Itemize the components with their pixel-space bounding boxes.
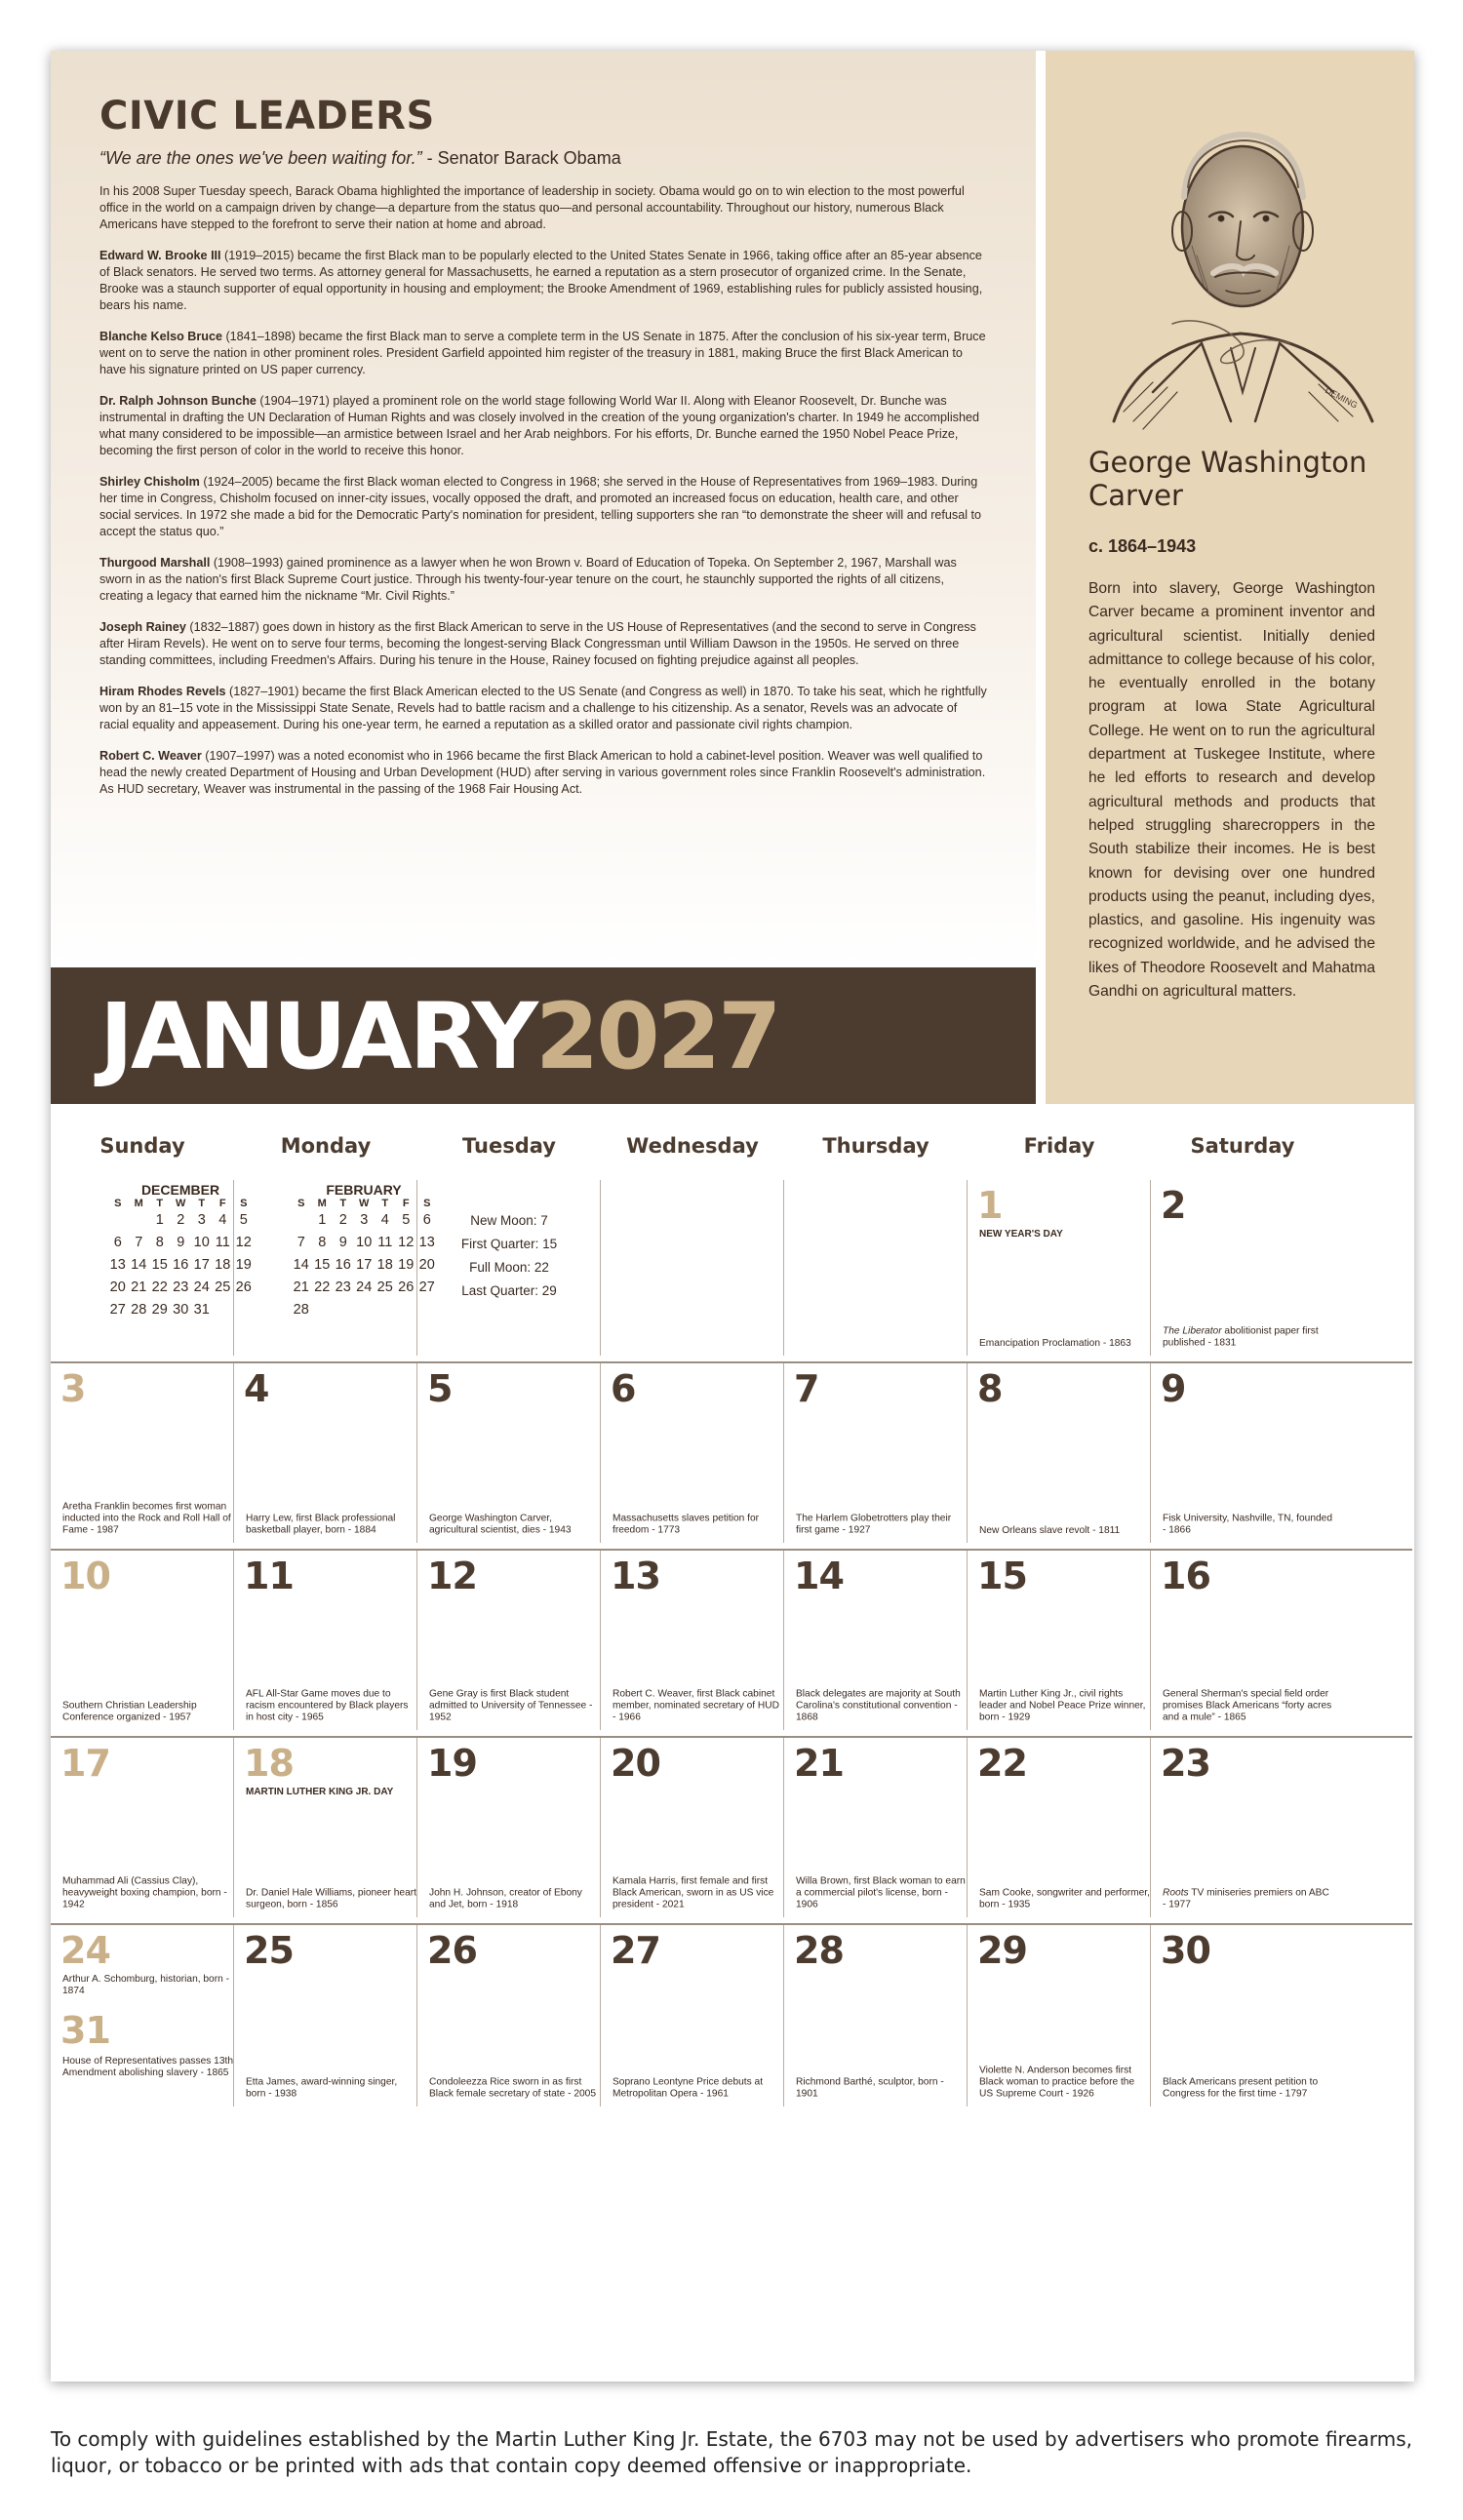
day-number: 10 xyxy=(60,1555,110,1597)
mini-day: 11 xyxy=(215,1235,230,1250)
mini-day: 30 xyxy=(173,1302,189,1318)
year-label: 2027 xyxy=(534,984,779,1090)
mini-day: 1 xyxy=(155,1212,164,1228)
day-note xyxy=(979,2065,1150,2101)
mini-day: 28 xyxy=(131,1302,147,1318)
mini-day: 2 xyxy=(338,1212,347,1228)
mini-day: 20 xyxy=(418,1257,435,1273)
mini-day: 20 xyxy=(109,1280,126,1295)
mini-day: 16 xyxy=(173,1257,189,1273)
mini-calendar-title: DECEMBER xyxy=(140,1182,220,1198)
mini-day: 17 xyxy=(193,1257,210,1273)
mini-calendar-week xyxy=(107,1209,255,1232)
day-number: 13 xyxy=(611,1555,660,1597)
mini-day: 7 xyxy=(297,1235,305,1250)
day-note-text: The Harlem Globetrotters play their first game - 1927 xyxy=(796,1513,952,1536)
day-cell xyxy=(601,1180,784,1356)
day-note xyxy=(979,1888,1150,1911)
day-note xyxy=(979,1688,1150,1724)
day-note-title: Roots xyxy=(1163,1887,1189,1899)
mini-day: 17 xyxy=(356,1257,373,1273)
day-note-text: AFL All-Star Game moves due to racism encountered by Black players in host city - 1965 xyxy=(246,1688,409,1723)
mini-calendar-weekdays xyxy=(291,1198,438,1209)
mini-day: 22 xyxy=(314,1280,331,1295)
holiday-label: MARTIN LUTHER KING JR. DAY xyxy=(246,1787,394,1797)
moon-phase: Last Quarter: 29 xyxy=(461,1283,557,1298)
mini-day: 14 xyxy=(293,1257,309,1273)
mini-day: 9 xyxy=(338,1235,347,1250)
footer-disclaimer: To comply with guidelines established by the Martin Luther King Jr. Estate, the 6703 may not be used by advertisers who promote firearms, liquor, or tobacco or be printed with ads that contain copy deemed offensive or inappropriate. xyxy=(51,2427,1413,2477)
mini-day: 21 xyxy=(293,1280,309,1295)
featured-person-name: George Washington Carver xyxy=(1088,446,1367,512)
mini-weekday: F xyxy=(402,1198,410,1209)
mini-day: 28 xyxy=(293,1302,309,1318)
day-number: 4 xyxy=(244,1367,269,1410)
day-note-text: Condoleezza Rice sworn in as first Black female secretary of state - 2005 xyxy=(429,2076,597,2100)
day-note-text: New Orleans slave revolt - 1811 xyxy=(979,1524,1121,1536)
day-note xyxy=(429,2077,600,2101)
day-note-text: Emancipation Proclamation - 1863 xyxy=(979,1337,1131,1349)
day-note xyxy=(1163,1688,1333,1724)
paragraph-lead: Joseph Rainey xyxy=(99,620,186,634)
paragraph-lead: Thurgood Marshall xyxy=(99,556,211,570)
mini-day: 31 xyxy=(193,1302,210,1318)
day-note xyxy=(796,2077,967,2101)
mini-calendar-week xyxy=(107,1299,255,1321)
day-note-text: Violette N. Anderson becomes first Black woman to practice before the US Supreme Court - 1926 xyxy=(979,2065,1135,2100)
day-note-text: Martin Luther King Jr., civil rights leader and Nobel Peace Prize winner, born - 1929 xyxy=(979,1688,1146,1723)
mini-day: 12 xyxy=(398,1235,415,1250)
mini-day xyxy=(333,1299,354,1321)
weekday-header: Saturday xyxy=(1190,1134,1295,1158)
mini-day: 22 xyxy=(151,1280,168,1295)
quote-attribution: - Senator Barack Obama xyxy=(421,148,621,168)
day-number: 18 xyxy=(244,1742,294,1785)
day-note xyxy=(246,1688,416,1724)
day-note xyxy=(796,1688,967,1724)
day-number: 12 xyxy=(427,1555,477,1597)
mini-weekday: M xyxy=(317,1198,327,1209)
day-note-text: George Washington Carver, agricultural scientist, dies - 1943 xyxy=(429,1513,572,1536)
day-note-text: John H. Johnson, creator of Ebony and Jet, born - 1918 xyxy=(429,1887,582,1910)
mini-day: 24 xyxy=(356,1280,373,1295)
day-note xyxy=(1163,2077,1333,2101)
day-number: 2 xyxy=(1161,1184,1186,1227)
day-note-text: abolitionist paper first published - 1831 xyxy=(1163,1325,1319,1349)
paragraph-lead: Edward W. Brooke III xyxy=(99,249,221,262)
mini-day: 29 xyxy=(151,1302,168,1318)
article-paragraph xyxy=(99,555,987,605)
weekday-header: Monday xyxy=(280,1134,372,1158)
day-note-text: Robert C. Weaver, first Black cabinet member, nominated secretary of HUD - 1966 xyxy=(613,1688,779,1723)
mini-weekday: W xyxy=(359,1198,370,1209)
mini-day: 10 xyxy=(356,1235,373,1250)
day-note xyxy=(429,1888,600,1911)
day-number: 7 xyxy=(794,1367,819,1410)
mini-day: 5 xyxy=(402,1212,411,1228)
day-note xyxy=(429,1514,600,1537)
day-number: 19 xyxy=(427,1742,477,1785)
paragraph-body: In his 2008 Super Tuesday speech, Barack Obama highlighted the importance of leadership in society. Obama would go on to win election to the most powerful office in the world on a campaign driven by change—a departure from the status quo—and personal accountability. Throughout our history, numerous Black Americans have stepped to the forefront to serve their nation at home and abroad. xyxy=(99,184,965,231)
day-number: 16 xyxy=(1161,1555,1210,1597)
paragraph-body: (1924–2005) became the first Black woman elected to Congress in 1968; she served in the House of Representatives from 1969–1983. During her time in Congress, Chisholm focused on inner-city issues, vocally opposed the draft, and promoted an increased focus on education, health care, and other social services. In 1972 she made a bid for the Democratic Party's nomination for president, telling supporters she ran “to demonstrate the sheer will and refusal to accept the status quo.” xyxy=(99,475,982,538)
mini-day xyxy=(233,1299,255,1321)
weekday-header: Wednesday xyxy=(626,1134,759,1158)
mini-day: 3 xyxy=(360,1212,369,1228)
paragraph-body: (1919–2015) became the first Black man to be popularly elected to the United States Senate in 1966, taking office after an 85-year absence of Black senators. He served two terms. As attorney general for Massachusetts, he earned a reputation as a stern prosecutor of organized crime. In the Senate, Brooke was a staunch supporter of equal opportunity in housing and employment; the Brooke Amendment of 1969, establishing rules for publicly assisted housing, bears his name. xyxy=(99,249,983,312)
paragraph-lead: Robert C. Weaver xyxy=(99,749,202,763)
article-paragraph xyxy=(99,183,987,233)
day-number: 21 xyxy=(794,1742,844,1785)
mini-calendar-week xyxy=(107,1232,255,1254)
mini-day: 7 xyxy=(135,1235,143,1250)
day-note-text: Massachusetts slaves petition for freedom - 1773 xyxy=(613,1513,760,1536)
mini-weekday: T xyxy=(381,1198,389,1209)
day-note-text: Muhammad Ali (Cassius Clay), heavyweight boxing champion, born - 1942 xyxy=(62,1875,227,1910)
mini-calendar-week xyxy=(291,1209,438,1232)
day-note xyxy=(979,1338,1150,1350)
month-name: JANUARY xyxy=(99,984,535,1090)
day-number: 26 xyxy=(427,1929,477,1972)
mini-day: 24 xyxy=(193,1280,210,1295)
day-note-text: Southern Christian Leadership Conference organized - 1957 xyxy=(62,1700,197,1723)
weekday-header: Friday xyxy=(1023,1134,1095,1158)
mini-day: 3 xyxy=(197,1212,206,1228)
article-paragraph xyxy=(99,329,987,378)
mini-day xyxy=(213,1299,234,1321)
day-number: 20 xyxy=(611,1742,660,1785)
day-note-text: Etta James, award-winning singer, born - 1938 xyxy=(246,2076,398,2100)
mini-day: 4 xyxy=(380,1212,389,1228)
day-note xyxy=(246,1514,416,1537)
day-number: 17 xyxy=(60,1742,110,1785)
mini-day: 11 xyxy=(377,1235,393,1250)
day-number: 28 xyxy=(794,1929,844,1972)
paragraph-lead: Dr. Ralph Johnson Bunche xyxy=(99,394,257,408)
day-number: 5 xyxy=(427,1367,453,1410)
day-note-text: Dr. Daniel Hale Williams, pioneer heart surgeon, born - 1856 xyxy=(246,1887,416,1910)
article-paragraph xyxy=(99,684,987,733)
mini-day xyxy=(107,1209,129,1232)
day-note-text: Black delegates are majority at South Carolina's constitutional convention - 1868 xyxy=(796,1688,961,1723)
mini-day: 18 xyxy=(376,1257,393,1273)
mini-day: 6 xyxy=(113,1235,122,1250)
mini-calendar-title: FEBRUARY xyxy=(326,1182,402,1198)
mini-weekday: S xyxy=(423,1198,431,1209)
mini-day: 13 xyxy=(109,1257,126,1273)
day-note xyxy=(62,1501,233,1537)
day-note-text: Sam Cooke, songwriter and performer, born - 1935 xyxy=(979,1887,1150,1910)
paragraph-lead: Hiram Rhodes Revels xyxy=(99,685,226,698)
paragraph-body: (1904–1971) played a prominent role on the world stage following World War II. Along with Eleanor Roosevelt, Dr. Bunche was instrumental in drafting the UN Declaration of Human Rights and was closely involved in the creation of the young organization's charter. In 1949 he accomplished what many considered to be impossible—an armistice between Israel and her Arab neighbors. For his efforts, Dr. Bunche earned the 1950 Nobel Peace Prize, becoming the first person of color in the world to receive this honor. xyxy=(99,394,979,457)
mini-weekday: M xyxy=(134,1198,143,1209)
mini-day: 4 xyxy=(218,1212,227,1228)
paragraph-body: (1908–1993) gained prominence as a lawyer when he won Brown v. Board of Education of Topeka. On September 2, 1967, Marshall was sworn in as the nation's first Black Supreme Court justice. Through his twenty-four-year tenure on the court, he staunchly supported the rights of all citizens, creating a legacy that earned him the nickname “Mr. Civil Rights.” xyxy=(99,556,957,603)
day-number: 3 xyxy=(60,1367,86,1410)
day-number: 25 xyxy=(244,1929,294,1972)
moon-phase: New Moon: 7 xyxy=(470,1213,548,1228)
day-note xyxy=(613,1514,783,1537)
day-number: 30 xyxy=(1161,1929,1210,1972)
day-number: 29 xyxy=(977,1929,1027,1972)
mini-day xyxy=(312,1299,334,1321)
mini-day: 1 xyxy=(318,1212,327,1228)
day-number: 27 xyxy=(611,1929,660,1972)
day-note-text: Harry Lew, first Black professional basketball player, born - 1884 xyxy=(246,1513,396,1536)
paragraph-body: (1907–1997) was a noted economist who in 1966 became the first Black American to hold a cabinet-level position. Weaver was well qualified to head the newly created Department of Housing and Urban Development (HUD) after serving in various government roles since Franklin Roosevelt's administration. As HUD secretary, Weaver was instrumental in the passing of the 1968 Fair Housing Act. xyxy=(99,749,986,796)
mini-calendar-week xyxy=(107,1277,255,1299)
day-note: House of Representatives passes 13th Amendment abolishing slavery - 1865 xyxy=(62,2056,233,2079)
day-note xyxy=(246,2077,416,2101)
day-number: 31 xyxy=(60,2009,110,2052)
article-paragraph xyxy=(99,248,987,314)
month-title xyxy=(99,984,779,1090)
article-paragraph xyxy=(99,619,987,669)
mini-day: 19 xyxy=(398,1257,415,1273)
portrait-illustration xyxy=(1094,99,1387,451)
day-note-text: Gene Gray is first Black student admitted to University of Tennessee - 1952 xyxy=(429,1688,593,1723)
day-number: 6 xyxy=(611,1367,636,1410)
day-note xyxy=(613,2077,783,2101)
mini-day: 2 xyxy=(177,1212,185,1228)
mini-day: 6 xyxy=(422,1212,431,1228)
day-note xyxy=(1163,1888,1333,1911)
mini-day: 12 xyxy=(235,1235,252,1250)
day-note-text: Aretha Franklin becomes first woman inducted into the Rock and Roll Hall of Fame - 1987 xyxy=(62,1501,231,1536)
mini-day: 15 xyxy=(151,1257,168,1273)
featured-person-panel xyxy=(1046,51,1414,1104)
day-note-text: Richmond Barthé, sculptor, born - 1901 xyxy=(796,2076,944,2100)
mini-weekday: W xyxy=(176,1198,186,1209)
mini-calendar-week xyxy=(291,1254,438,1277)
paragraph-body: (1827–1901) became the first Black American elected to the US Senate (and Congress as well) in 1870. To take his seat, which he rightfully won by an 81–15 vote in the Mississippi State Senate, Revels had to battle racism and a challenge to his citizenship. As a senator, Revels was an advocate of racial equality and appeasement. During his one-year term, he earned a reputation as a skilled orator and passionate civil rights champion. xyxy=(99,685,987,731)
featured-person-dates: c. 1864–1943 xyxy=(1088,536,1197,556)
mini-day: 16 xyxy=(335,1257,351,1273)
day-number: 11 xyxy=(244,1555,294,1597)
weekday-header: Thursday xyxy=(822,1134,929,1158)
mini-calendar-week xyxy=(291,1232,438,1254)
mini-weekday: F xyxy=(218,1198,226,1209)
mini-weekday: T xyxy=(339,1198,347,1209)
mini-day: 19 xyxy=(235,1257,252,1273)
mini-weekday: T xyxy=(156,1198,164,1209)
paragraph-lead: Shirley Chisholm xyxy=(99,475,200,489)
day-note xyxy=(429,1688,600,1724)
mini-weekday: S xyxy=(297,1198,305,1209)
mini-day: 8 xyxy=(318,1235,327,1250)
mini-day xyxy=(291,1209,312,1232)
holiday-label: NEW YEAR'S DAY xyxy=(979,1229,1063,1240)
weekday-header: Sunday xyxy=(99,1134,185,1158)
day-note xyxy=(1163,1326,1333,1350)
mini-calendar-week xyxy=(291,1277,438,1299)
day-number: 14 xyxy=(794,1555,844,1597)
featured-person-bio: Born into slavery, George Washington Carver became a prominent inventor and agricultural scientist. Initially denied admittance to college because of his color, he eventually enrolled in the botany program at Iowa State Agricultural College. He went on to run the agricultural department at Tuskegee Institute, where he led efforts to research and develop agricultural methods and products that helped struggling sharecroppers in the South stabilize their incomes. He is best known for devising over one hundred products using the peanut, including dyes, plastics, and gasoline. His ingenuity was recognized worldwide, and he advised the likes of Theodore Roosevelt and Mahatma Gandhi on agricultural matters. xyxy=(1088,580,1375,1001)
mini-weekday: S xyxy=(240,1198,248,1209)
day-note-title: The Liberator xyxy=(1163,1325,1222,1337)
day-note xyxy=(1163,1514,1333,1537)
mini-day: 25 xyxy=(376,1280,393,1295)
day-note-text: Fisk University, Nashville, TN, founded - 1866 xyxy=(1163,1513,1333,1536)
mini-calendar-weekdays xyxy=(107,1198,255,1209)
day-number: 23 xyxy=(1161,1742,1210,1785)
day-note-text: Black Americans present petition to Congress for the first time - 1797 xyxy=(1163,2076,1319,2100)
article-paragraphs xyxy=(99,183,987,798)
mini-day: 27 xyxy=(418,1280,435,1295)
mini-day: 21 xyxy=(131,1280,147,1295)
mini-day: 9 xyxy=(177,1235,185,1250)
day-note xyxy=(613,1688,783,1724)
day-number: 15 xyxy=(977,1555,1027,1597)
mini-weekday: T xyxy=(198,1198,206,1209)
mini-day: 15 xyxy=(314,1257,331,1273)
mini-day: 23 xyxy=(173,1280,189,1295)
mini-day: 10 xyxy=(193,1235,210,1250)
weekday-header: Tuesday xyxy=(462,1134,556,1158)
day-note xyxy=(796,1514,967,1537)
article-paragraph xyxy=(99,748,987,798)
moon-phase: First Quarter: 15 xyxy=(460,1237,558,1251)
month-banner xyxy=(51,967,1036,1104)
paragraph-body: (1832–1887) goes down in history as the first Black American to serve in the US House of Representatives (and the second to serve in Congress after Hiram Revels). He went on to serve four terms, becoming the longest-serving Black Congressman until William Dawson in the 1950s. He served on three standing committees, including Freedmen's Affairs. During his tenure in the House, Rainey focused on fighting prejudice against all peoples. xyxy=(99,620,976,667)
mini-weekday: S xyxy=(114,1198,122,1209)
mini-day: 25 xyxy=(215,1280,231,1295)
paragraph-body: (1841–1898) became the first Black man to serve a complete term in the US Senate in 1875. After the conclusion of his six-year term, Bruce went on to serve the nation in other prominent roles. President Garfield appointed him register of the treasury in 1881, making Bruce the first Black American to have his signature printed on US paper currency. xyxy=(99,330,986,376)
mini-day: 26 xyxy=(235,1280,252,1295)
day-note xyxy=(62,1974,233,1997)
day-note-text: Arthur A. Schomburg, historian, born - 1874 xyxy=(62,1974,230,1997)
article-paragraph xyxy=(99,393,987,459)
mini-day: 13 xyxy=(418,1235,435,1250)
mini-day xyxy=(396,1299,417,1321)
article-paragraph xyxy=(99,474,987,540)
mini-day: 18 xyxy=(215,1257,231,1273)
day-note xyxy=(613,1875,783,1911)
moon-phases xyxy=(417,1209,601,1303)
mini-day: 5 xyxy=(239,1212,248,1228)
article-section xyxy=(51,51,1036,967)
paragraph-lead: Blanche Kelso Bruce xyxy=(99,330,222,343)
portrait-signature: DEMING xyxy=(1324,384,1360,411)
day-cell xyxy=(784,1180,968,1356)
quote-text: “We are the ones we've been waiting for.” xyxy=(99,148,422,168)
article-title: CIVIC LEADERS xyxy=(99,94,435,138)
mini-day: 8 xyxy=(155,1235,164,1250)
moon-phase: Full Moon: 22 xyxy=(469,1260,549,1275)
day-note-text: General Sherman's special field order promises Black Americans “forty acres and a mule” - 1865 xyxy=(1163,1688,1332,1723)
day-note-text: Soprano Leontyne Price debuts at Metropolitan Opera - 1961 xyxy=(613,2076,764,2100)
day-note xyxy=(246,1888,416,1911)
day-note xyxy=(796,1875,967,1911)
mini-day xyxy=(354,1299,376,1321)
day-note-text: TV miniseries premiers on ABC - 1977 xyxy=(1163,1887,1329,1910)
mini-day: 23 xyxy=(335,1280,351,1295)
mini-calendar-week xyxy=(107,1254,255,1277)
day-number: 8 xyxy=(977,1367,1003,1410)
mini-calendar-february xyxy=(291,1182,438,1321)
day-note-text: Kamala Harris, first female and first Black American, sworn in as US vice president - 2021 xyxy=(613,1875,774,1910)
day-number: 24 xyxy=(60,1929,110,1972)
mini-calendar-december xyxy=(107,1182,255,1321)
day-number: 9 xyxy=(1161,1367,1186,1410)
mini-day xyxy=(375,1299,396,1321)
article-quote xyxy=(99,148,987,169)
day-note xyxy=(979,1525,1150,1537)
mini-day: 14 xyxy=(131,1257,147,1273)
mini-day: 27 xyxy=(109,1302,126,1318)
day-note xyxy=(62,1875,233,1911)
day-number: 1 xyxy=(977,1184,1003,1227)
day-note-text: Willa Brown, first Black woman to earn a commercial pilot's license, born - 1906 xyxy=(796,1875,966,1910)
mini-day: 26 xyxy=(398,1280,415,1295)
mini-day xyxy=(129,1209,150,1232)
day-note xyxy=(62,1701,233,1724)
day-number: 22 xyxy=(977,1742,1027,1785)
mini-calendar-week xyxy=(291,1299,438,1321)
